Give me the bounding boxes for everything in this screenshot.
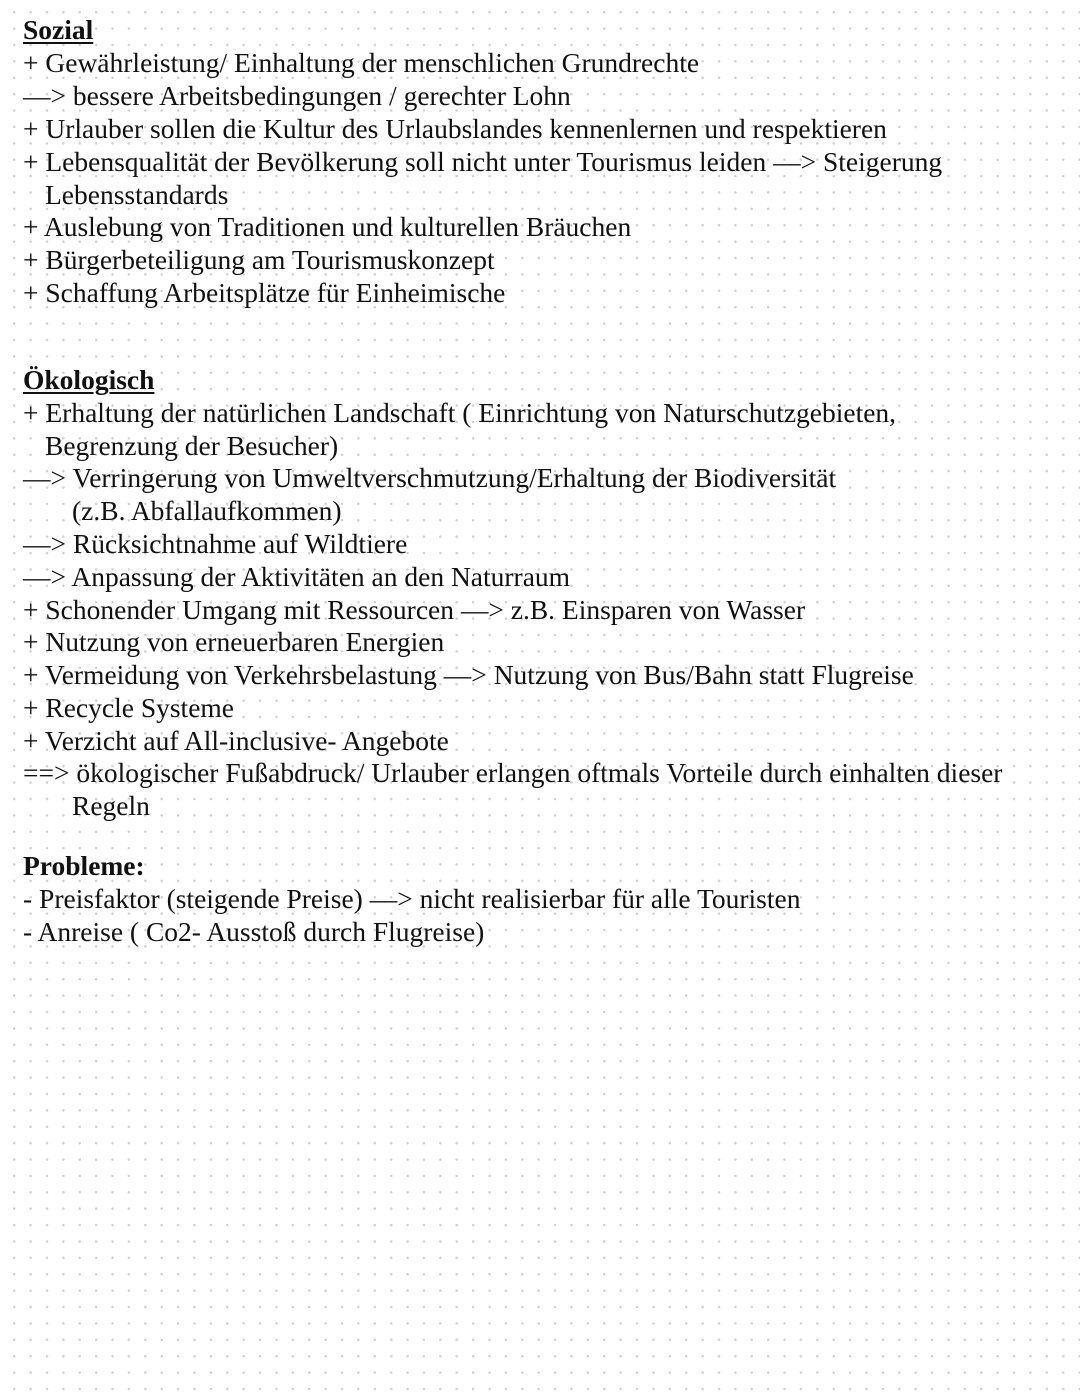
oekologisch-line: + Nutzung von erneuerbaren Energien [23, 626, 445, 657]
oekologisch-line-continuation: Regeln [72, 790, 150, 821]
probleme-line: - Preisfaktor (steigende Preise) —> nicht realisierbar für alle Touristen [23, 883, 801, 914]
oekologisch-line-continuation: (z.B. Abfallaufkommen) [72, 495, 342, 526]
sozial-line: + Schaffung Arbeitsplätze für Einheimische [23, 277, 506, 308]
oekologisch-line: ==> ökologischer Fußabdruck/ Urlauber erlangen oftmals Vorteile durch einhalten dieser [23, 757, 1003, 788]
sozial-line: + Bürgerbeteiligung am Tourismuskonzept [23, 244, 495, 275]
heading-probleme: Probleme: [23, 850, 145, 881]
heading-sozial: Sozial [23, 14, 94, 45]
oekologisch-line: —> Rücksichtnahme auf Wildtiere [23, 528, 408, 559]
oekologisch-line: + Verzicht auf All-inclusive- Angebote [23, 725, 449, 756]
oekologisch-line: —> Verringerung von Umweltverschmutzung/Erhaltung der Biodiversität [23, 462, 837, 493]
sozial-line: + Lebensqualität der Bevölkerung soll nicht unter Tourismus leiden —> Steigerung [23, 146, 943, 177]
sozial-line: —> bessere Arbeitsbedingungen / gerechter Lohn [23, 80, 571, 111]
heading-oekologisch: Ökologisch [23, 364, 155, 395]
oekologisch-line: + Recycle Systeme [23, 692, 235, 723]
probleme-line: - Anreise ( Co2- Ausstoß durch Flugreise) [23, 916, 485, 947]
sozial-line: + Gewährleistung/ Einhaltung der menschlichen Grundrechte [23, 47, 700, 78]
sozial-line-continuation: Lebensstandards [45, 179, 229, 210]
oekologisch-line-continuation: Begrenzung der Besucher) [45, 430, 339, 461]
oekologisch-line: + Erhaltung der natürlichen Landschaft ( Einrichtung von Naturschutzgebieten, [23, 397, 897, 428]
oekologisch-line: —> Anpassung der Aktivitäten an den Naturraum [23, 561, 571, 592]
oekologisch-line: + Vermeidung von Verkehrsbelastung —> Nutzung von Bus/Bahn statt Flugreise [23, 659, 914, 690]
sozial-line: + Urlauber sollen die Kultur des Urlaubslandes kennenlernen und respektieren [23, 113, 887, 144]
sozial-line: + Auslebung von Traditionen und kulturellen Bräuchen [23, 211, 632, 242]
oekologisch-line: + Schonender Umgang mit Ressourcen —> z.B. Einsparen von Wasser [23, 594, 806, 625]
